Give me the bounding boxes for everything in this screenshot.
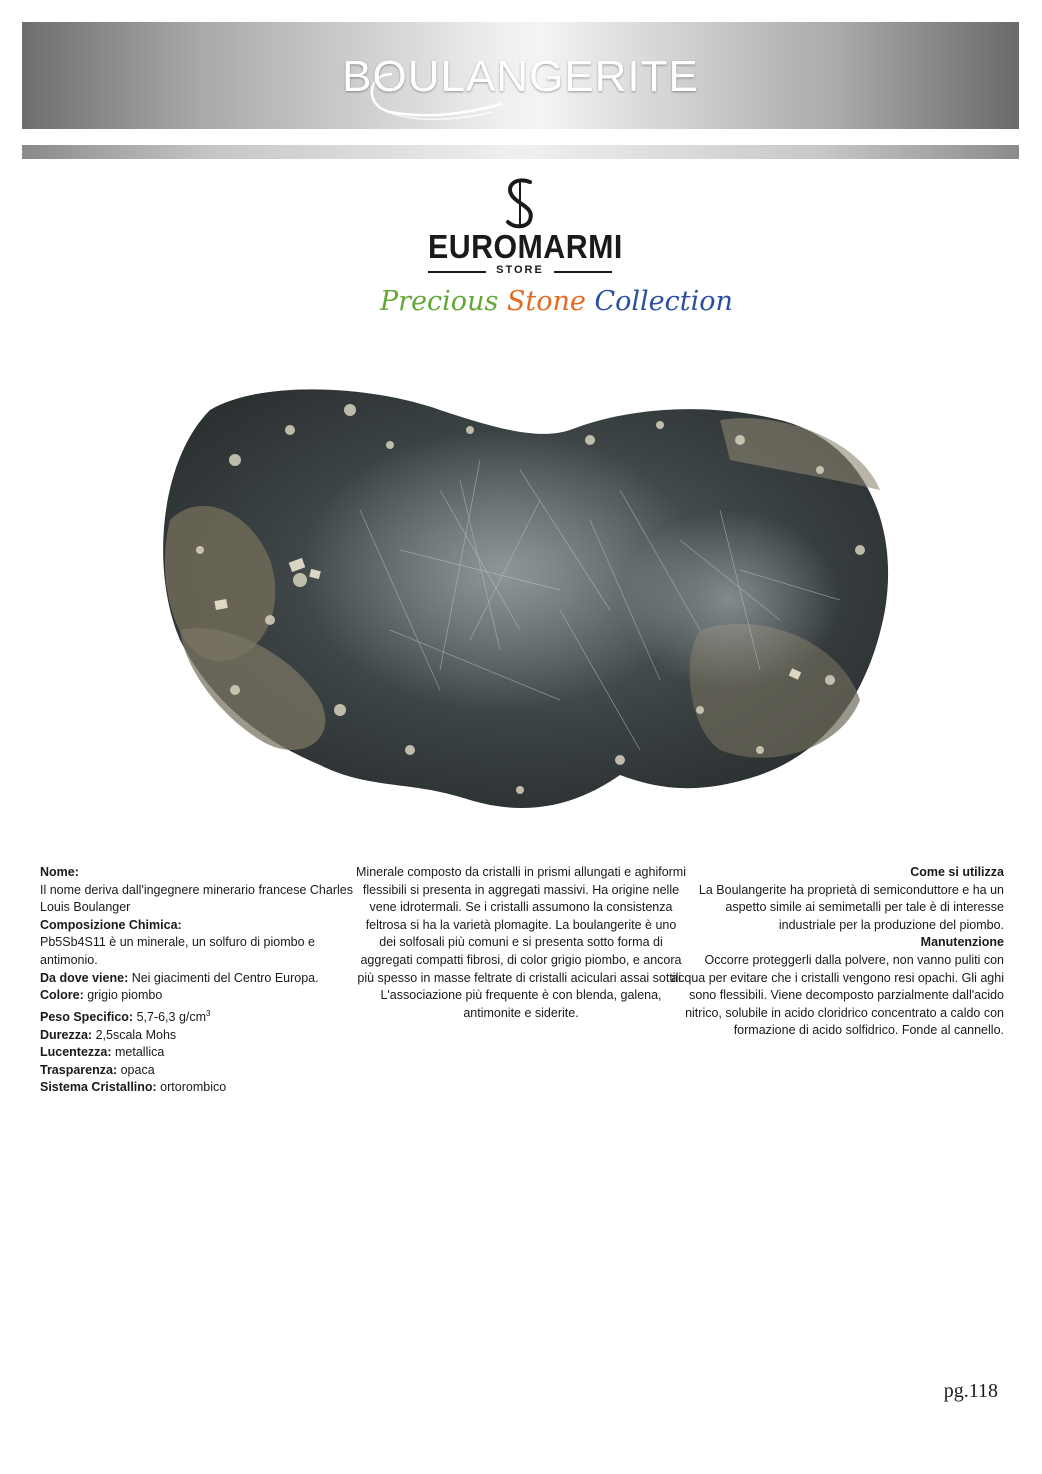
durezza-label: Durezza: <box>40 1027 93 1042</box>
header-divider <box>22 145 1019 159</box>
properties-column <box>40 864 360 1097</box>
composizione-label: Composizione Chimica: <box>40 917 182 932</box>
brand-sub: STORE <box>496 264 544 276</box>
description-column <box>356 864 686 1022</box>
nome-label: Nome: <box>40 865 79 879</box>
nome-value: Il nome deriva dall'ingegnere minerario francese Charles Louis Boulanger <box>40 882 353 915</box>
trasparenza-row <box>40 1062 360 1080</box>
collection-tagline <box>380 286 733 317</box>
durezza-value: 2,5scala Mohs <box>92 1027 177 1042</box>
usage-column <box>668 864 1004 1040</box>
page-number: pg.118 <box>943 1380 998 1402</box>
collection-word-stone: Stone <box>506 286 586 317</box>
provenienza-label: Da dove viene: <box>40 970 129 985</box>
mineral-specimen-photo <box>140 370 910 830</box>
colore-row <box>40 987 360 1005</box>
brand-rule-right <box>554 271 612 273</box>
trasparenza-label: Trasparenza: <box>40 1062 118 1077</box>
colore-value: grigio piombo <box>83 988 163 1003</box>
manutenzione-text: Occorre proteggerli dalla polvere, non vanno puliti con acqua per evitare che i cristalli vengono resi opachi. Gli aghi sono flessibili. Viene decomposto parzialmente dall'acido nitrico, solubile in acido cloridrico concentrato a caldo con formazione di acido solfidrico. Fonde al cannello. <box>671 952 1004 1038</box>
title-banner <box>22 22 1019 129</box>
peso-value: 5,7-6,3 g/cm <box>133 1009 207 1024</box>
composizione-value: Pb5Sb4S11 è un minerale, un solfuro di piombo e antimonio. <box>40 935 315 967</box>
collection-word-collection: Collection <box>594 286 733 317</box>
lucentezza-label: Lucentezza: <box>40 1045 112 1060</box>
collection-word-precious: Precious <box>380 286 499 317</box>
peso-unit-sup: 3 <box>206 1008 211 1018</box>
page-title: BOULANGERITE <box>342 52 699 101</box>
sistema-value: ortorombico <box>156 1080 227 1095</box>
uso-label: Come si utilizza <box>910 865 1004 879</box>
logo-s-mark-icon <box>500 178 540 230</box>
manutenzione-label: Manutenzione <box>920 935 1004 950</box>
sistema-label: Sistema Cristallino: <box>40 1080 157 1095</box>
provenienza-row <box>40 970 360 988</box>
uso-text: La Boulangerite ha proprietà di semiconduttore e ha un aspetto simile ai semimetalli per tale è di interesse industriale per la produzione del piombo. <box>698 882 1004 932</box>
sistema-row <box>40 1079 360 1097</box>
description-text: Minerale composto da cristalli in prismi allungati e aghiformi flessibili si presenta in aggregati massivi. Ha origine nelle vene idrotermali. Se i cristalli assumono la consistenza feltrosa si ha la varietà plomagite. La boulangerite è uno dei solfosali più comuni e si presenta sotto forma di aggregati compatti fibrosi, di color grigio piombo, e ancora più spesso in masse feltrate di cristalli aciculari assai sottili. L'associazione più frequente è con blenda, galena, antimonite e siderite. <box>356 865 686 1020</box>
lucentezza-row <box>40 1044 360 1062</box>
peso-label: Peso Specifico: <box>40 1009 134 1024</box>
peso-row <box>40 1005 360 1027</box>
lucentezza-value: metallica <box>111 1045 165 1060</box>
brand-name: EUROMARMI <box>428 228 623 265</box>
colore-label: Colore: <box>40 988 84 1003</box>
trasparenza-value: opaca <box>117 1062 155 1077</box>
brand-sub-row <box>428 264 612 278</box>
durezza-row <box>40 1027 360 1045</box>
brand-logo <box>420 178 623 278</box>
provenienza-value: Nei giacimenti del Centro Europa. <box>128 970 319 985</box>
